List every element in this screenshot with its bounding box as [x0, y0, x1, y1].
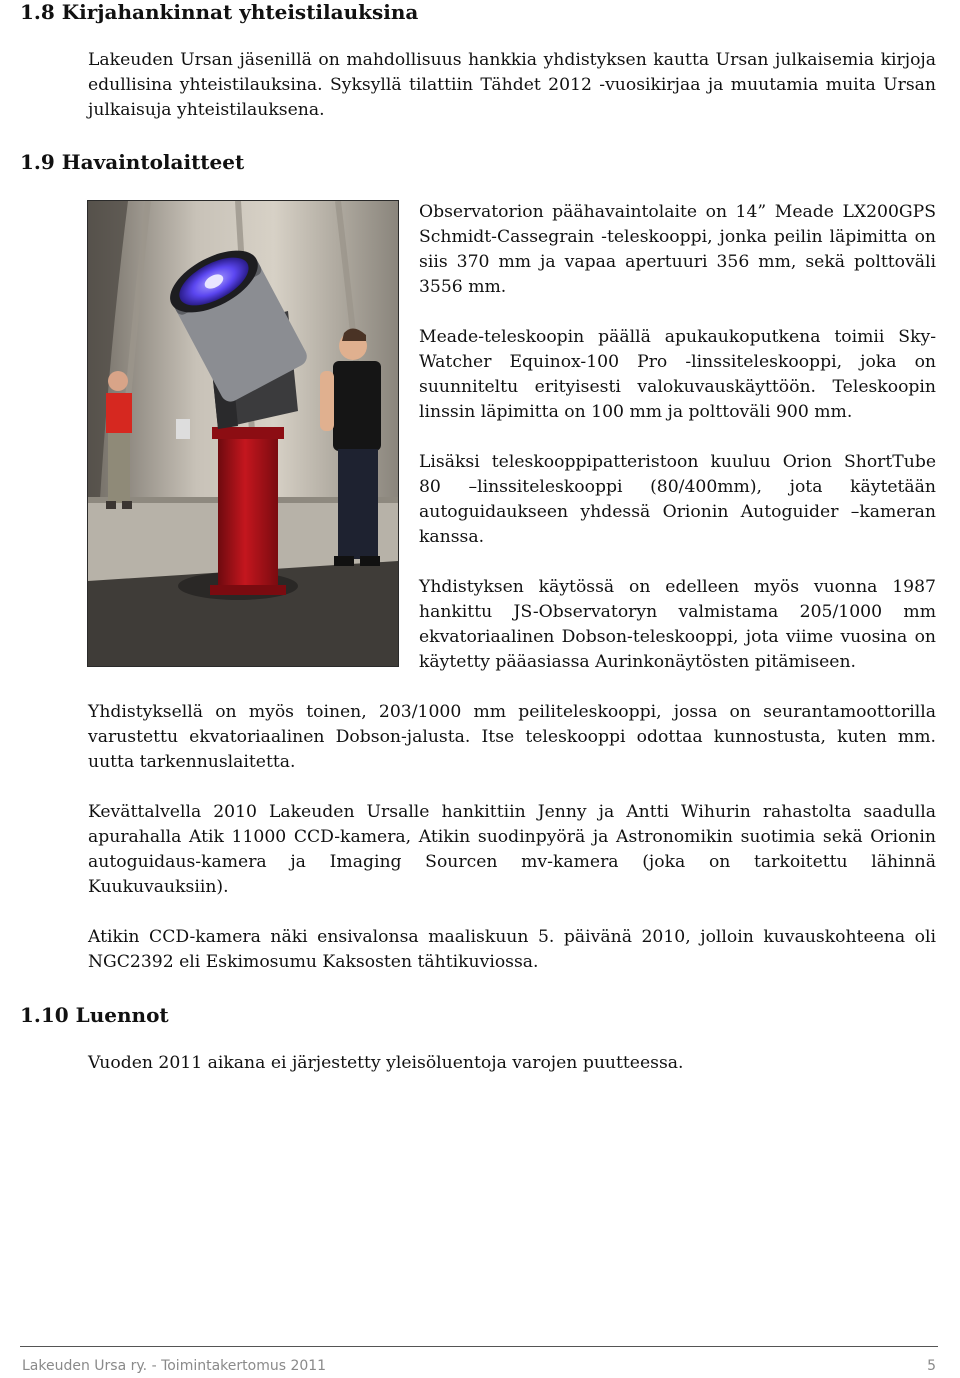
section-heading-book-orders: 1.8 Kirjahankinnat yhteistilauksina [20, 0, 419, 24]
paragraph-dobson-telescope: Yhdistyksen käytössä on edelleen myös vuonna 1987 hankittu JS-Observatoryn valmistama 205/1000 mm ekvatoriaalinen Dobson-teleskooppi, jota viime vuosina on käytetty pääasiassa Aurinkonäytösten pitämiseen. [419, 577, 936, 672]
page-number: 5 [927, 1358, 936, 1374]
observatory-telescope-image [88, 201, 398, 666]
page-footer [22, 1356, 936, 1376]
footer-title: Lakeuden Ursa ry. - Toimintakertomus 2011 [22, 1358, 327, 1374]
paragraph-autoguider: Lisäksi teleskooppipatteristoon kuuluu Orion ShortTube 80 –linssiteleskooppi (80/400mm), jota käytetään autoguidaukseen yhdessä Orionin Autoguider –kameran kanssa. [419, 452, 936, 547]
section-heading-lectures: 1.10 Luennot [20, 1003, 169, 1027]
section-heading-instruments: 1.9 Havaintolaitteet [20, 150, 245, 174]
footer-divider [20, 1346, 938, 1347]
paragraph-second-reflector: Yhdistyksellä on myös toinen, 203/1000 mm peiliteleskooppi, jossa on seurantamoottorilla varustettu ekvatoriaalinen Dobson-jalusta. Itse teleskooppi odottaa kunnostusta, kuten mm. uutta tarkennuslaitetta. [88, 702, 936, 772]
paragraph-guide-scope: Meade-teleskoopin päällä apukaukoputkena toimii Sky-Watcher Equinox-100 Pro -linssiteleskooppi, joka on suunniteltu erityisesti valokuvauskäyttöön. Teleskoopin linssin läpimitta on 100 mm ja polttoväli 900 mm. [419, 327, 936, 422]
paragraph-first-light: Atikin CCD-kamera näki ensivalonsa maaliskuun 5. päivänä 2010, jolloin kuvauskohteena oli NGC2392 eli Eskimosumu Kaksosten tähtikuviossa. [88, 927, 936, 972]
paragraph-book-orders: Lakeuden Ursan jäsenillä on mahdollisuus hankkia yhdistyksen kautta Ursan julkaisemia kirjoja edullisina yhteistilauksina. Syksyllä tilattiin Tähdet 2012 -vuosikirjaa ja muutamia muita Ursan julkaisuja yhteistilauksena. [88, 50, 936, 120]
telescope-photo [87, 200, 399, 667]
paragraph-main-telescope: Observatorion päähavaintolaite on 14” Meade LX200GPS Schmidt-Cassegrain -teleskooppi, jonka peilin läpimitta on siis 370 mm ja vapaa apertuuri 356 mm, sekä polttoväli 3556 mm. [419, 202, 936, 297]
paragraph-lectures: Vuoden 2011 aikana ei järjestetty yleisöluentoja varojen puutteessa. [88, 1053, 684, 1073]
paragraph-ccd-camera-purchase: Kevättalvella 2010 Lakeuden Ursalle hankittiin Jenny ja Antti Wihurin rahastolta saadulla apurahalla Atik 11000 CCD-kamera, Atikin suodinpyörä ja Astronomikin suotimia sekä Orionin autoguidaus-kamera ja Imaging Sourcen mv-kamera (joka on tarkoitettu lähinnä Kuukuvauksiin). [88, 802, 936, 897]
